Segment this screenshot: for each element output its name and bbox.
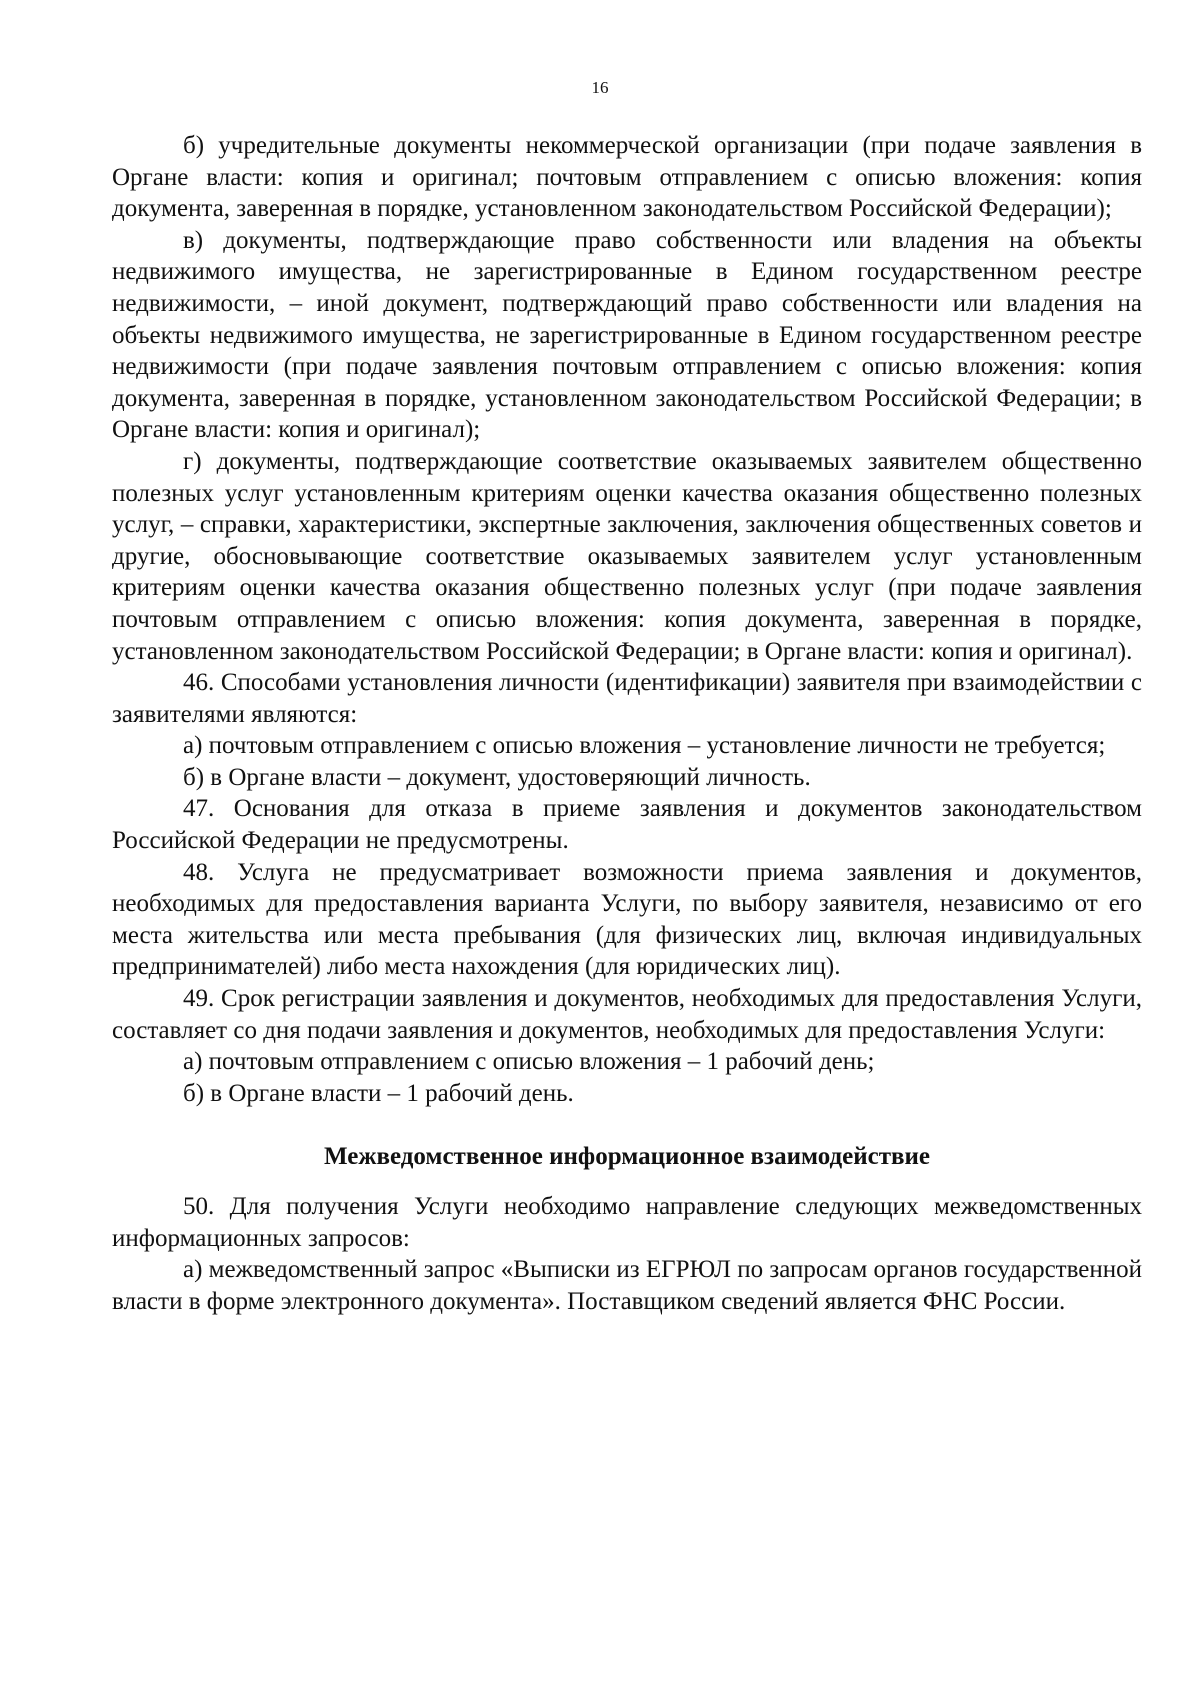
paragraph-item-g-quality-documents: г) документы, подтверждающие соответствие оказываемых заявителем общественно полезных услуг установленным критериям оценки качества оказания общественно полезных услуг, – справки, характеристики, экспертные заключения, заключения общественных советов и другие, обосновывающие соответствие оказываемых заявителем услуг установленным критериям оценки качества оказания общественно полезных услуг (при подаче заявления почтовым отправлением с описью вложения: копия документа, заверенная в порядке, установленном законодательством Российской Федерации; в Органе власти: копия и оригинал).: [112, 447, 1142, 665]
paragraph-49-a: а) почтовым отправлением с описью вложения – 1 рабочий день;: [183, 1048, 875, 1076]
paragraph-46: 46. Способами установления личности (идентификации) заявителя при взаимодействии с заявителями являются:: [112, 669, 1142, 728]
paragraph-49: 49. Срок регистрации заявления и документов, необходимых для предоставления Услуги, составляет со дня подачи заявления и документов, необходимых для предоставления Услуги:: [112, 985, 1142, 1044]
paragraph-50-a: а) межведомственный запрос «Выписки из ЕГРЮЛ по запросам органов государственной власти в форме электронного документа». Поставщиком сведений является ФНС России.: [112, 1256, 1142, 1315]
paragraph-46-b: б) в Органе власти – документ, удостоверяющий личность.: [183, 763, 811, 791]
paragraph-item-v-property-documents: в) документы, подтверждающие право собственности или владения на объекты недвижимого имущества, не зарегистрированные в Едином государственном реестре недвижимости, – иной документ, подтверждающий право собственности или владения на объекты недвижимого имущества, не зарегистрированные в Едином государственном реестре недвижимости (при подаче заявления почтовым отправлением с описью вложения: копия документа, заверенная в порядке, установленном законодательством Российской Федерации; в Органе власти: копия и оригинал);: [112, 226, 1142, 444]
section-heading: Межведомственное информационное взаимодействие: [324, 1143, 930, 1171]
paragraph-47: 47. Основания для отказа в приеме заявления и документов законодательством Российской Федерации не предусмотрены.: [112, 795, 1142, 855]
paragraph-50: 50. Для получения Услуги необходимо направление следующих межведомственных информационных запросов:: [112, 1193, 1142, 1252]
paragraph-46-a: а) почтовым отправлением с описью вложения – установление личности не требуется;: [183, 732, 1106, 760]
document-body: [112, 130, 1142, 1317]
paragraph-48: 48. Услуга не предусматривает возможности приема заявления и документов, необходимых для предоставления варианта Услуги, по выбору заявителя, независимо от его места жительства или места пребывания (для физических лиц, включая индивидуальных предпринимателей) либо места нахождения (для юридических лиц).: [112, 858, 1142, 981]
paragraph-49-b: б) в Органе власти – 1 рабочий день.: [183, 1079, 574, 1107]
page-number: 16: [591, 78, 609, 97]
paragraph-item-b-founding-documents: б) учредительные документы некоммерческой организации (при подаче заявления в Органе власти: копия и оригинал; почтовым отправлением с описью вложения: копия документа, заверенная в порядке, установленном законодательством Российской Федерации);: [112, 132, 1142, 223]
